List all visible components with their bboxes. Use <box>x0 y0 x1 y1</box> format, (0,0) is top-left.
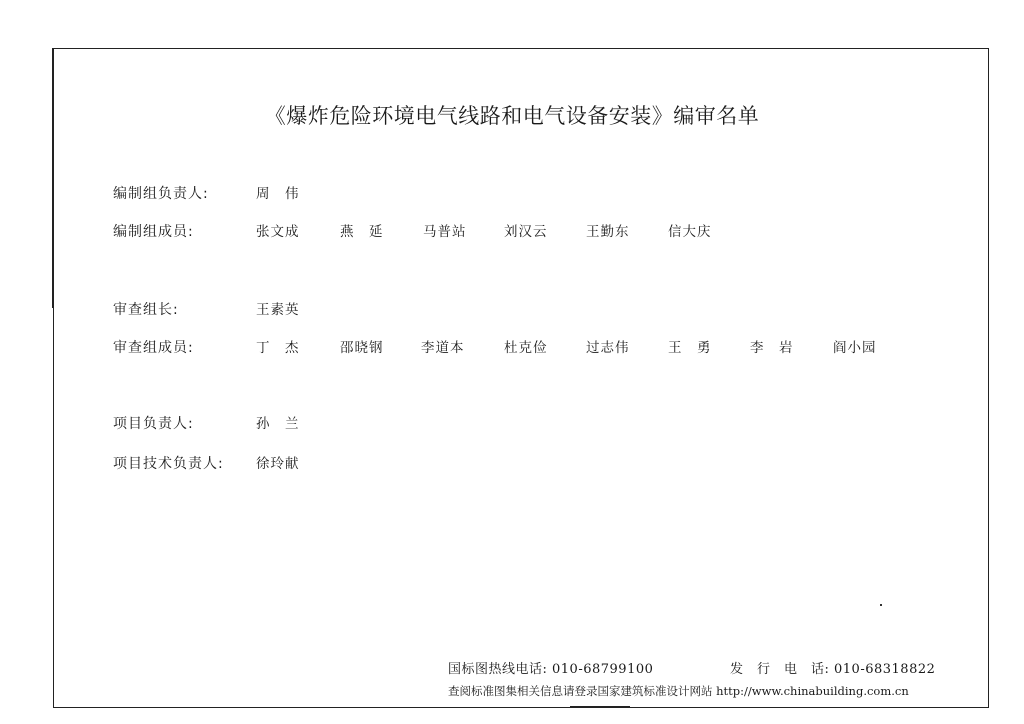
compile-member-name: 王勤东 <box>586 224 630 240</box>
review-member-name: 阎小园 <box>833 340 877 356</box>
compile-member-name: 刘汉云 <box>504 224 548 240</box>
review-lead-name: 王素英 <box>256 302 300 318</box>
project-tech-lead-name: 徐玲献 <box>256 456 300 472</box>
footer-phones <box>448 658 936 677</box>
frame-left-mark <box>52 48 54 308</box>
review-members-label: 审查组成员: <box>113 340 194 356</box>
compile-member-name: 马普站 <box>423 224 467 240</box>
review-member-name: 李 岩 <box>750 340 794 356</box>
compile-lead-label: 编制组负责人: <box>113 186 209 202</box>
compile-member-name: 张文成 <box>256 224 300 240</box>
compile-members-label: 编制组成员: <box>113 224 194 240</box>
issue-phone-text: 发 行 电 话: 010-68318822 <box>730 662 936 677</box>
compile-member-name: 信大庆 <box>668 224 712 240</box>
frame-bottom-mark <box>570 706 630 708</box>
document-title: 《爆炸危险环境电气线路和电气设备安装》编审名单 <box>264 104 760 128</box>
compile-member-name: 燕 延 <box>340 224 384 240</box>
project-lead-label: 项目负责人: <box>113 416 194 432</box>
compile-lead-name: 周 伟 <box>256 186 300 202</box>
hotline-text: 国标图热线电话: 010-68799100 <box>448 662 654 677</box>
review-lead-label: 审查组长: <box>113 302 179 318</box>
review-member-name: 丁 杰 <box>256 340 300 356</box>
page-frame <box>53 48 989 708</box>
review-member-name: 李道本 <box>421 340 465 356</box>
review-member-name: 王 勇 <box>668 340 712 356</box>
website-note: 查阅标准图集相关信息请登录国家建筑标准设计网站 http://www.chinabuilding.com.cn <box>448 684 909 698</box>
review-member-name: 邵晓钢 <box>340 340 384 356</box>
speck-mark <box>880 604 882 606</box>
review-member-name: 杜克俭 <box>504 340 548 356</box>
project-lead-name: 孙 兰 <box>256 416 300 432</box>
review-member-name: 过志伟 <box>586 340 630 356</box>
project-tech-lead-label: 项目技术负责人: <box>113 456 224 472</box>
